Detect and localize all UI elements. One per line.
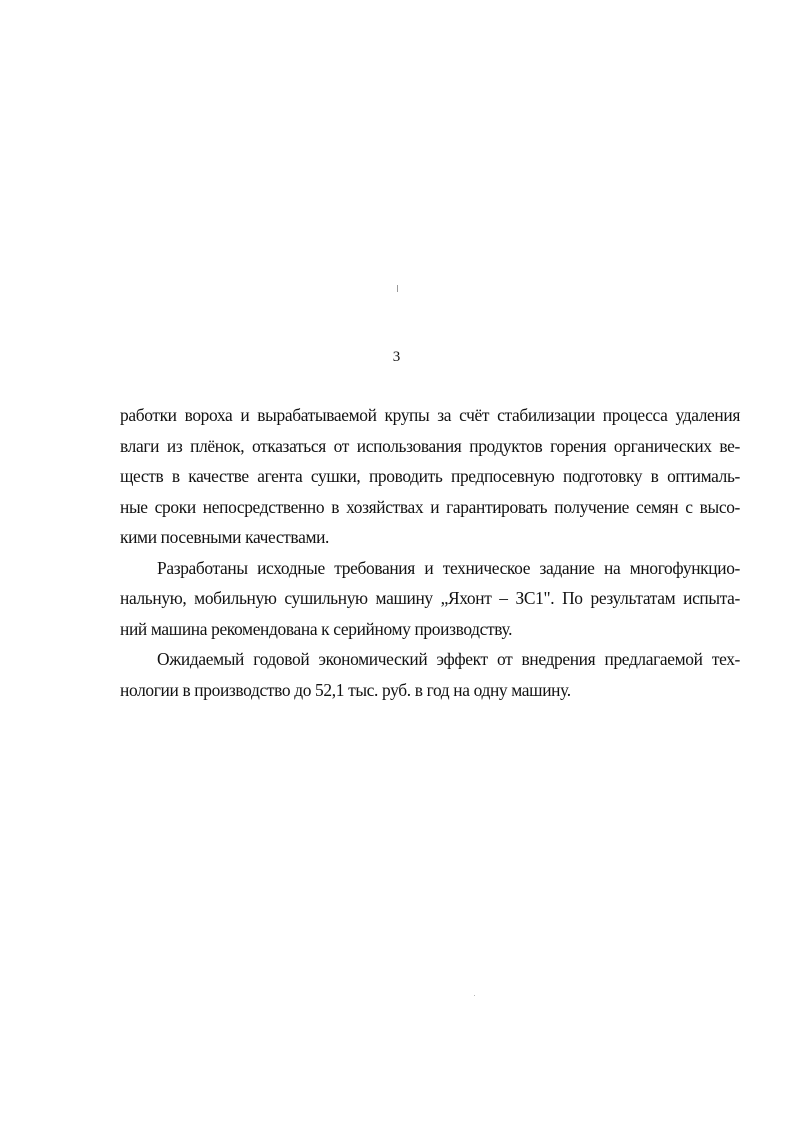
text-line: нологии в производство до 52,1 тыс. руб. в год на одну машину. xyxy=(120,679,571,700)
text-line: ществ в качестве агента сушки, проводить предпосевную подготовку в оптималь- xyxy=(120,466,740,486)
text-line: Ожидаемый годовой экономический эффект от внедрения предлагаемой тех- xyxy=(157,649,740,669)
scan-artifact-mark xyxy=(397,285,398,292)
document-body xyxy=(120,400,740,705)
scan-dust-speck xyxy=(474,995,475,996)
text-line: кими посевными качествами. xyxy=(120,527,330,547)
text-line: ные сроки непосредственно в хозяйствах и гарантировать получение семян с высо- xyxy=(120,496,740,517)
text-line: ний машина рекомендована к серийному производству. xyxy=(120,618,513,639)
paragraph-economic-effect xyxy=(120,644,740,705)
paragraph-requirements xyxy=(120,553,740,645)
paragraph-continuation xyxy=(120,400,740,553)
page-number: 3 xyxy=(392,349,401,365)
text-line: Разработаны исходные требования и техническое задание на многофункцио- xyxy=(157,557,740,578)
text-line: влаги из плёнок, отказаться от использования продуктов горения органических ве- xyxy=(120,435,740,456)
text-line: работки вороха и вырабатываемой крупы за счёт стабилизации процесса удаления xyxy=(120,405,740,425)
text-line: нальную, мобильную сушильную машину „Яхонт – ЗС1". По результатам испыта- xyxy=(120,588,740,608)
